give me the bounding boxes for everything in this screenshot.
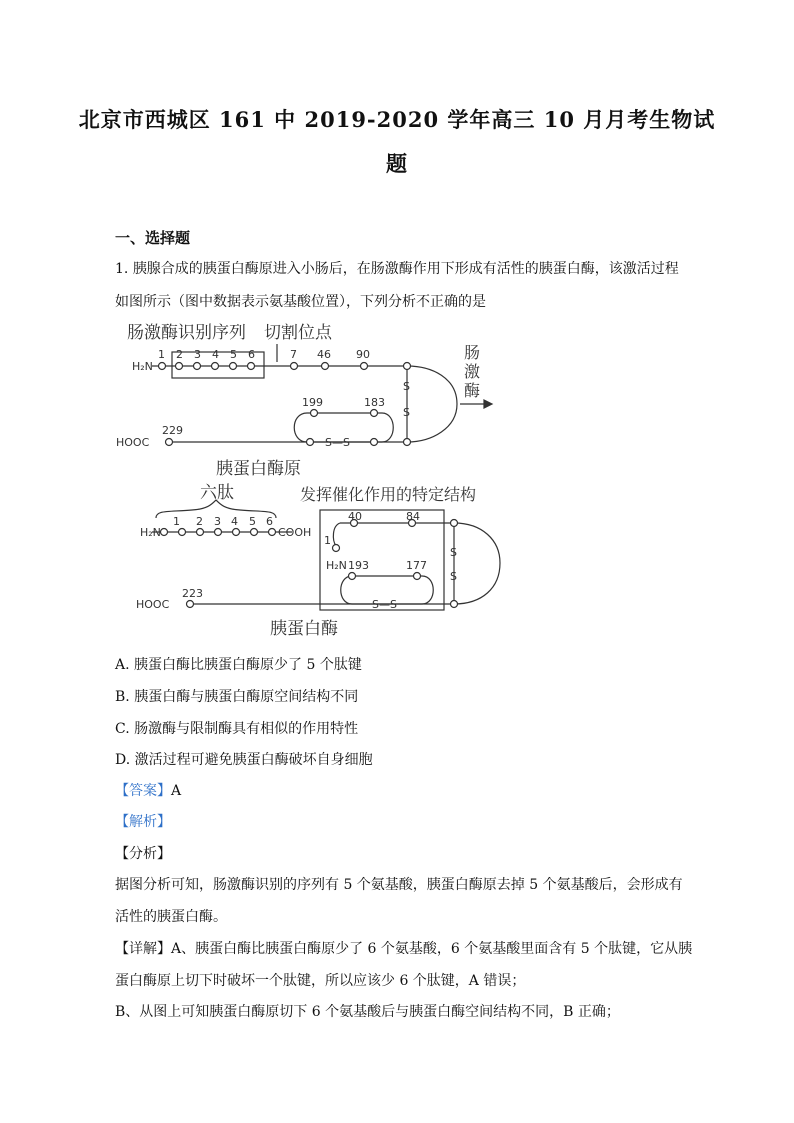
label-catalytic-structure: 发挥催化作用的特定结构 xyxy=(300,485,477,504)
num-2-hex: 2 xyxy=(196,515,203,528)
label-enzyme-3: 酶 xyxy=(464,381,481,400)
ss-top-2: S xyxy=(403,406,410,419)
answer-line xyxy=(115,780,181,800)
option-b: B. 胰蛋白酶与胰蛋白酶原空间结构不同 xyxy=(115,689,359,705)
ss-bottom-1: S xyxy=(450,546,457,559)
option-d: D. 激活过程可避免胰蛋白酶破坏自身细胞 xyxy=(115,752,373,768)
fenxi-tag: 【分析】 xyxy=(115,846,171,862)
page-title-line2: 题 xyxy=(386,151,408,176)
num-229: 229 xyxy=(162,424,183,437)
num-1-trypsin: 1 xyxy=(324,534,331,547)
num-2-top: 2 xyxy=(176,348,183,361)
num-199: 199 xyxy=(302,396,323,409)
label-zymogen: 胰蛋白酶原 xyxy=(216,459,301,479)
answer-value: A xyxy=(171,783,182,799)
num-183: 183 xyxy=(364,396,385,409)
num-177: 177 xyxy=(406,559,427,572)
label-trypsin: 胰蛋白酶 xyxy=(270,619,338,639)
num-84: 84 xyxy=(406,510,420,523)
label-recognition-sequence: 肠激酶识别序列 xyxy=(127,323,246,343)
ss-chain-bottom: S—S xyxy=(372,598,397,611)
section-heading: 一、选择题 xyxy=(115,229,191,247)
question-stem xyxy=(115,259,685,279)
num-5-hex: 5 xyxy=(249,515,256,528)
detail-line1: 【详解】A、胰蛋白酶比胰蛋白酶原少了 6 个氨基酸，6 个氨基酸里面含有 5 个肽键，它从胰 xyxy=(115,941,693,957)
answer-tag: 【答案】 xyxy=(115,783,171,799)
label-enzyme-2: 激 xyxy=(464,362,481,381)
num-7: 7 xyxy=(290,348,297,361)
num-5-top: 5 xyxy=(230,348,237,361)
ss-bottom-2: S xyxy=(450,570,457,583)
question-stem-line1: 胰腺合成的胰蛋白酶原进入小肠后，在肠激酶作用下形成有活性的胰蛋白酶，该激活过程 xyxy=(132,261,679,277)
num-223: 223 xyxy=(182,587,203,600)
ss-top-1: S xyxy=(403,380,410,393)
ss-chain-top: S—S xyxy=(325,436,350,449)
page-title-line1: 北京市西城区 161 中 2019-2020 学年高三 10 月月考生物试 xyxy=(78,107,716,132)
num-3-hex: 3 xyxy=(214,515,221,528)
zymogen-activation-diagram xyxy=(112,318,512,644)
label-cooh-right: COOH xyxy=(278,526,312,539)
analysis-tag: 【解析】 xyxy=(115,814,171,830)
label-nh2-hexapeptide: H₂N xyxy=(140,526,161,539)
label-hexapeptide: 六肽 xyxy=(200,483,234,503)
num-46: 46 xyxy=(317,348,331,361)
num-6-hex: 6 xyxy=(266,515,273,528)
label-nh2-top: H₂N xyxy=(132,360,153,373)
num-90: 90 xyxy=(356,348,370,361)
question-stem-line2: 如图所示（图中数据表示氨基酸位置），下列分析不正确的是 xyxy=(115,294,486,310)
num-4-top: 4 xyxy=(212,348,219,361)
question-number: 1. xyxy=(115,261,129,277)
num-1-top: 1 xyxy=(158,348,165,361)
fenxi-line2: 活性的胰蛋白酶。 xyxy=(115,909,227,925)
num-6-top: 6 xyxy=(248,348,255,361)
num-1-hex: 1 xyxy=(173,515,180,528)
label-nh2-trypsin: H₂N xyxy=(326,559,347,572)
label-enzyme-1: 肠 xyxy=(464,343,481,362)
fenxi-line1: 据图分析可知，肠激酶识别的序列有 5 个氨基酸，胰蛋白酶原去掉 5 个氨基酸后，会形成有 xyxy=(115,877,683,893)
num-40: 40 xyxy=(348,510,362,523)
detail-line2: 蛋白酶原上切下时破坏一个肽键，所以应该少 6 个肽键，A 错误； xyxy=(115,973,526,989)
num-193: 193 xyxy=(348,559,369,572)
num-4-hex: 4 xyxy=(231,515,238,528)
detail-line3: B、从图上可知胰蛋白酶原切下 6 个氨基酸后与胰蛋白酶空间结构不同，B 正确； xyxy=(115,1004,620,1020)
label-hooc-bottom: HOOC xyxy=(136,598,170,611)
num-3-top: 3 xyxy=(194,348,201,361)
option-c: C. 肠激酶与限制酶具有相似的作用特性 xyxy=(115,721,359,737)
label-cut-site: 切割位点 xyxy=(264,323,332,343)
option-a: A. 胰蛋白酶比胰蛋白酶原少了 5 个肽键 xyxy=(115,657,362,673)
label-hooc-top: HOOC xyxy=(116,436,150,449)
